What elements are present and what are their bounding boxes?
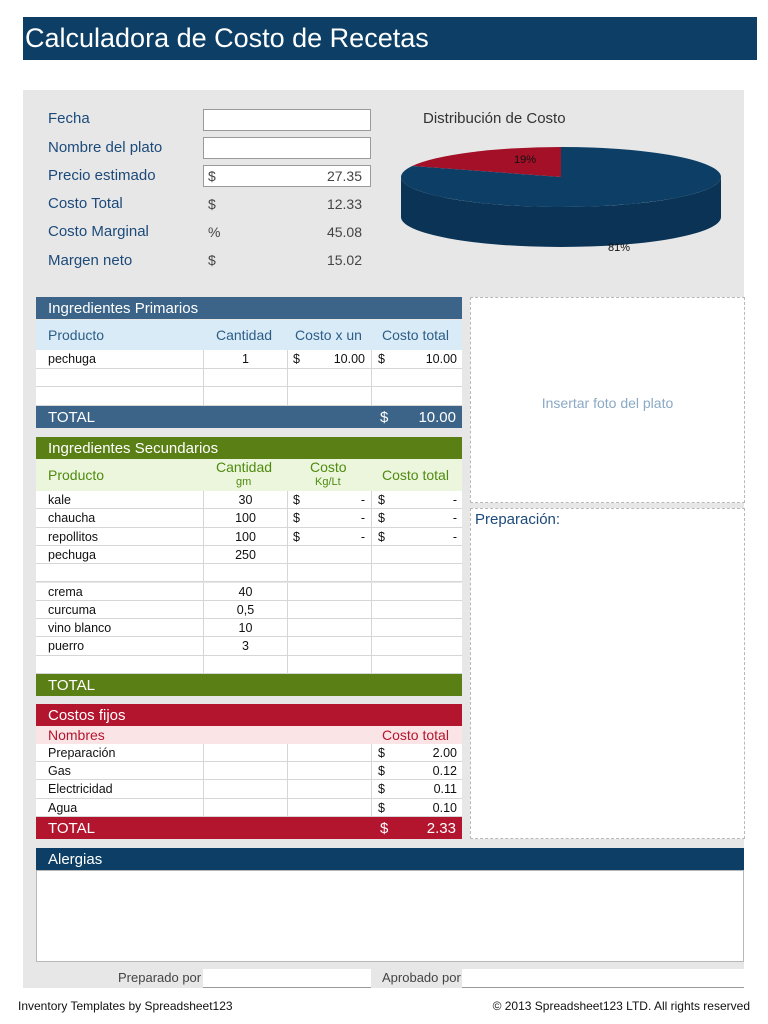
table-cell[interactable] (372, 656, 462, 674)
costo-marginal-value: 45.08 (326, 224, 362, 240)
plato-input[interactable] (203, 137, 371, 159)
preparacion-label: Preparación: (475, 511, 561, 528)
fijos-total-currency: $ (380, 820, 389, 837)
row-cantidad: 3 (242, 639, 249, 654)
table-cell[interactable] (372, 387, 462, 406)
table-cell[interactable] (36, 637, 204, 655)
photo-placeholder[interactable] (470, 297, 745, 503)
table-cell[interactable] (36, 762, 204, 780)
table-cell[interactable] (372, 564, 462, 582)
table-cell[interactable] (204, 564, 288, 582)
table-cell[interactable] (372, 491, 462, 509)
table-cell[interactable] (372, 780, 462, 798)
col-producto: Producto (48, 327, 105, 343)
table-cell[interactable] (204, 350, 288, 369)
table-row (36, 528, 462, 546)
col-nombres: Nombres (48, 727, 105, 743)
row-producto: pechuga (48, 547, 96, 562)
primarios-total-label: TOTAL (48, 409, 95, 426)
primarios-total-value: 10.00 (418, 409, 456, 426)
row-value: 2.00 (432, 746, 457, 760)
table-row (36, 637, 462, 655)
table-row (36, 656, 462, 674)
row-currency: $ (378, 529, 385, 544)
primarios-total-bar (36, 406, 462, 428)
row-total: 10.00 (425, 352, 457, 366)
row-producto: repollitos (48, 529, 99, 544)
col-costo-un: Costo x un (295, 327, 362, 343)
preparacion-box[interactable] (470, 508, 745, 839)
table-cell[interactable] (288, 744, 372, 762)
table-cell[interactable] (372, 546, 462, 564)
row-cantidad: 1 (242, 352, 249, 366)
col-costo-total: Costo total (382, 327, 449, 343)
table-cell[interactable] (36, 601, 204, 619)
row-total: - (452, 529, 457, 544)
costo-marginal-unit: % (208, 224, 221, 240)
row-currency: $ (293, 529, 300, 544)
row-cantidad: 10 (238, 621, 253, 636)
table-row (36, 491, 462, 509)
table-cell[interactable] (288, 564, 372, 582)
table-cell[interactable] (36, 528, 204, 546)
col-cantidad: Cantidad (216, 459, 273, 475)
row-producto: crema (48, 584, 83, 599)
secundarios-header (36, 437, 462, 459)
col-costo-total: Costo total (382, 467, 449, 483)
table-cell[interactable] (204, 491, 288, 509)
costo-marginal-label: Costo Marginal (48, 223, 149, 240)
table-cell[interactable] (204, 744, 288, 762)
precio-label: Precio estimado (48, 167, 156, 184)
table-cell[interactable] (36, 546, 204, 564)
row-costo: 10.00 (333, 352, 365, 366)
secundarios-title: Ingredientes Secundarios (48, 440, 219, 457)
table-row (36, 509, 462, 527)
row-cantidad: 250 (235, 547, 256, 562)
table-cell[interactable] (204, 601, 288, 619)
table-cell[interactable] (288, 369, 372, 388)
chart-title: Distribución de Costo (423, 110, 566, 127)
pie-chart (396, 145, 726, 265)
col-costo-total: Costo total (382, 727, 449, 743)
row-name: Agua (48, 800, 78, 815)
row-value: 0.12 (432, 764, 457, 779)
table-cell[interactable] (36, 619, 204, 637)
row-name: Electricidad (48, 782, 113, 797)
table-row (36, 601, 462, 619)
table-row (36, 799, 462, 817)
preparado-por-field[interactable] (203, 969, 371, 988)
margen-currency: $ (208, 252, 216, 268)
row-value: 0.11 (433, 782, 457, 797)
table-cell[interactable] (288, 583, 372, 601)
table-cell[interactable] (288, 528, 372, 546)
table-row (36, 619, 462, 637)
fijos-header (36, 704, 462, 726)
row-name: Preparación (48, 746, 116, 760)
margen-label: Margen neto (48, 252, 133, 269)
plato-label: Nombre del plato (48, 139, 163, 156)
table-cell[interactable] (204, 583, 288, 601)
table-cell[interactable] (372, 799, 462, 817)
table-cell[interactable] (288, 601, 372, 619)
row-cantidad: 30 (238, 493, 253, 507)
table-cell[interactable] (288, 762, 372, 780)
footer-left: Inventory Templates by Spreadsheet123 (18, 999, 233, 1013)
table-cell[interactable] (36, 369, 204, 388)
table-cell[interactable] (288, 637, 372, 655)
primarios-header (36, 297, 462, 319)
secundarios-total-label: TOTAL (48, 677, 95, 694)
row-cantidad: 40 (238, 584, 253, 599)
row-total: - (452, 493, 457, 507)
row-cantidad: 100 (235, 511, 256, 526)
table-cell[interactable] (288, 509, 372, 527)
table-row (36, 583, 462, 601)
table-cell[interactable] (36, 799, 204, 817)
alergias-textarea[interactable] (36, 870, 744, 962)
row-producto: puerro (48, 639, 85, 654)
alergias-title: Alergias (48, 851, 103, 868)
costo-total-label: Costo Total (48, 195, 123, 212)
row-currency: $ (378, 764, 385, 779)
page-title: Calculadora de Costo de Recetas (25, 23, 429, 53)
fijos-column-header (36, 726, 462, 744)
fijos-title: Costos fijos (48, 707, 126, 724)
table-row (36, 350, 462, 369)
col-cantidad: Cantidad (216, 327, 273, 343)
table-cell[interactable] (204, 387, 288, 406)
col-costo: Costo (310, 459, 347, 475)
table-cell[interactable] (36, 583, 204, 601)
title-bar (23, 17, 757, 60)
table-cell[interactable] (372, 369, 462, 388)
primarios-total-currency: $ (380, 409, 389, 426)
row-producto: kale (48, 493, 71, 507)
table-cell[interactable] (288, 546, 372, 564)
row-value: 0.10 (432, 800, 457, 815)
aprobado-por-label: Aprobado por (382, 970, 461, 985)
table-cell[interactable] (36, 744, 204, 762)
table-cell[interactable] (204, 546, 288, 564)
table-cell[interactable] (204, 799, 288, 817)
row-producto: curcuma (48, 602, 96, 617)
row-costo: - (360, 529, 365, 544)
row-name: Gas (48, 764, 71, 779)
fecha-input[interactable] (203, 109, 371, 131)
fijos-total-bar (36, 817, 462, 839)
table-cell[interactable] (36, 350, 204, 369)
row-currency: $ (378, 782, 385, 797)
row-cantidad: 100 (235, 529, 256, 544)
fecha-label: Fecha (48, 110, 90, 127)
costo-total-value: 12.33 (326, 196, 362, 212)
costo-total-currency: $ (208, 196, 216, 212)
table-cell[interactable] (372, 762, 462, 780)
table-cell[interactable] (288, 780, 372, 798)
row-currency: $ (293, 511, 300, 526)
table-row (36, 546, 462, 564)
row-producto: vino blanco (48, 621, 112, 636)
row-costo: - (360, 493, 365, 507)
row-total: - (452, 511, 457, 526)
table-row (36, 369, 462, 388)
table-cell[interactable] (288, 387, 372, 406)
col-producto: Producto (48, 467, 105, 483)
row-currency: $ (378, 800, 385, 815)
fijos-total-label: TOTAL (48, 820, 95, 837)
table-row (36, 780, 462, 798)
alergias-header (36, 848, 744, 870)
fijos-total-value: 2.33 (426, 820, 456, 837)
table-cell[interactable] (372, 528, 462, 546)
margen-value: 15.02 (326, 252, 362, 268)
primarios-title: Ingredientes Primarios (48, 300, 199, 317)
table-cell[interactable] (372, 509, 462, 527)
row-currency: $ (378, 493, 385, 507)
table-cell[interactable] (288, 656, 372, 674)
footer-right: © 2013 Spreadsheet123 LTD. All rights reserved (492, 999, 750, 1013)
table-cell[interactable] (36, 780, 204, 798)
row-currency: $ (378, 511, 385, 526)
table-cell[interactable] (36, 509, 204, 527)
row-currency: $ (378, 352, 385, 366)
row-currency: $ (378, 746, 385, 760)
table-cell[interactable] (204, 619, 288, 637)
table-cell[interactable] (372, 637, 462, 655)
row-producto: pechuga (48, 352, 96, 366)
table-cell[interactable] (204, 780, 288, 798)
table-cell[interactable] (204, 528, 288, 546)
pie-data-label: 19% (514, 154, 537, 166)
table-cell[interactable] (204, 509, 288, 527)
table-cell[interactable] (372, 350, 462, 369)
table-cell[interactable] (372, 583, 462, 601)
preparado-por-label: Preparado por (118, 970, 202, 985)
pie-data-label: 81% (608, 242, 631, 254)
table-cell[interactable] (36, 656, 204, 674)
table-row (36, 762, 462, 780)
table-cell[interactable] (288, 799, 372, 817)
table-cell[interactable] (204, 369, 288, 388)
table-cell[interactable] (36, 491, 204, 509)
precio-value: 27.35 (326, 168, 362, 184)
table-row (36, 744, 462, 762)
row-currency: $ (293, 493, 300, 507)
primarios-column-header (36, 320, 462, 350)
table-cell[interactable] (36, 387, 204, 406)
table-cell[interactable] (204, 762, 288, 780)
table-row (36, 387, 462, 406)
table-cell[interactable] (288, 491, 372, 509)
photo-placeholder-text: Insertar foto del plato (541, 395, 674, 411)
table-cell[interactable] (372, 601, 462, 619)
table-cell[interactable] (372, 619, 462, 637)
table-cell[interactable] (36, 564, 204, 582)
secundarios-column-header (36, 459, 462, 491)
col-costo-unit: Kg/Lt (315, 476, 341, 488)
table-cell[interactable] (204, 637, 288, 655)
table-cell[interactable] (288, 350, 372, 369)
table-cell[interactable] (288, 619, 372, 637)
secundarios-total-bar (36, 674, 462, 696)
table-cell[interactable] (204, 656, 288, 674)
row-producto: chaucha (48, 511, 96, 526)
table-cell[interactable] (372, 744, 462, 762)
row-costo: - (360, 511, 365, 526)
row-cantidad: 0,5 (236, 602, 255, 617)
precio-currency: $ (208, 168, 216, 184)
table-row (36, 564, 462, 582)
row-currency: $ (293, 352, 300, 366)
aprobado-por-field[interactable] (462, 969, 744, 988)
col-cantidad-unit: gm (236, 476, 252, 488)
